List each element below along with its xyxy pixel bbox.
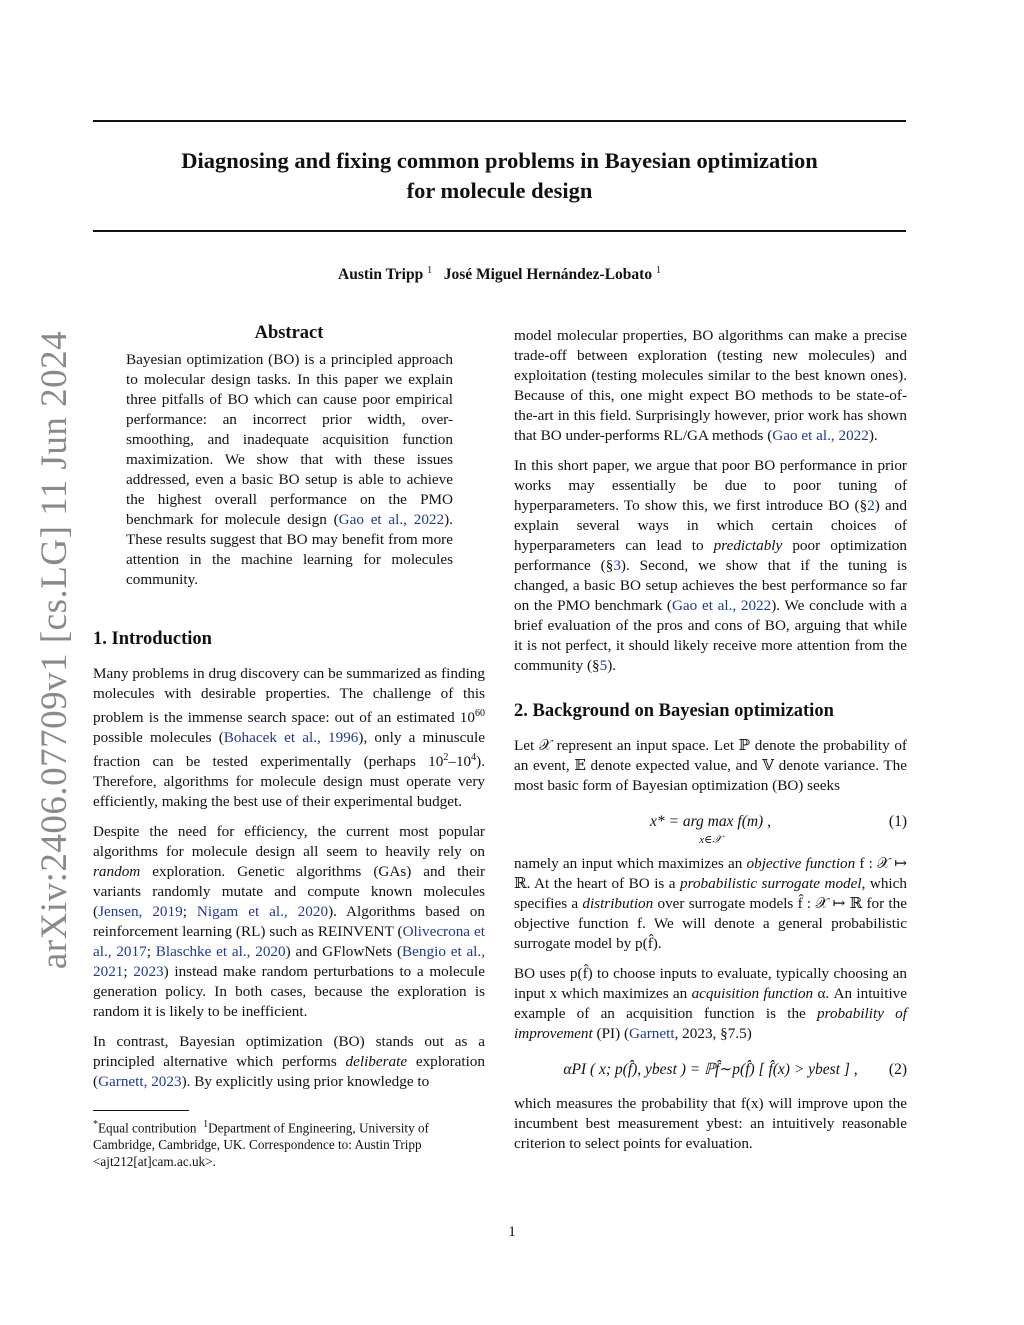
author-name: José Miguel Hernández-Lobato xyxy=(443,266,653,284)
background-paragraph-3: BO uses p(f̂) to choose inputs to evaluate, typically choosing an input x which maximizes an acquisition function α. An intuitive example of an acquisition function is the probability of improvement (PI) (Garnett, 2023, §7.5) xyxy=(514,965,907,1042)
equation-1-expression: x* = arg max f(m) , x∈𝒳 xyxy=(514,812,907,850)
citation-link[interactable]: Gao et al., 2022 xyxy=(772,427,869,444)
citation-link[interactable]: Gao et al., 2022 xyxy=(671,597,772,614)
author-affiliation-mark: 1 xyxy=(655,265,661,276)
right-column xyxy=(514,326,907,1154)
page-number: 1 xyxy=(508,1224,516,1240)
background-paragraph-2: namely an input which maximizes an objective function f : 𝒳 ↦ ℝ. At the heart of BO is a probabilistic surrogate model, which specifies a distribution over surrogate models f̂ : 𝒳 ↦ ℝ for the objective function f. We will denote a general probabilistic surrogate model by p(f̂). xyxy=(514,855,907,952)
paper-title xyxy=(93,146,906,206)
equation-1-subscript: x∈𝒳 xyxy=(699,834,722,846)
equation-2-number: (2) xyxy=(888,1061,907,1078)
citation-link[interactable]: Bengio et al., 2021 xyxy=(93,943,485,981)
intro-paragraph-3: In contrast, Bayesian optimization (BO) stands out as a principled alternative which performs deliberate exploration (Garnett, 2023). By explicitly using prior knowledge to xyxy=(93,1033,485,1091)
author-list xyxy=(93,265,906,284)
background-paragraph-1: Let 𝒳 represent an input space. Let ℙ denote the probability of an event, 𝔼 denote expected value, and 𝕍 denote variance. The most basic form of Bayesian optimization (BO) seeks xyxy=(514,737,907,794)
footnote-text: *Equal contribution $^1$Department of Engineering, University of Cambridge, Cambridge, UK. Correspondence to: Austin Tripp <ajt212[at]cam.ac.uk>. xyxy=(93,1119,429,1170)
abstract-heading: Abstract xyxy=(254,323,324,343)
equation-2-expression: αPI ( x; p(f̂), ybest ) = ℙf̂∼p(f̂) [ f̂(x) > ybest ] , xyxy=(563,1061,858,1078)
background-paragraph-4: which measures the probability that f(x) will improve upon the incumbent best measurement ybest: an intuitively reasonable criterion to select points for evaluation. xyxy=(514,1095,907,1152)
title-rule-bottom xyxy=(93,230,906,232)
section-ref-link[interactable]: 5 xyxy=(599,657,608,674)
equation-2 xyxy=(514,1054,907,1084)
section-ref-link[interactable]: 3 xyxy=(613,557,621,574)
citation-link[interactable]: 2023 xyxy=(133,963,164,981)
footnote xyxy=(93,1110,485,1170)
citation-link[interactable]: Jensen, 2019 xyxy=(98,903,183,921)
title-line-2: for molecule design xyxy=(406,178,593,203)
equation-1 xyxy=(514,806,907,844)
title-rule-top xyxy=(93,120,906,122)
citation-link[interactable]: Gao et al., 2022 xyxy=(338,511,445,528)
citation-link[interactable]: Olivecrona et al., 2017 xyxy=(93,923,485,961)
citation-link[interactable]: Nigam et al., 2020 xyxy=(196,903,329,921)
author-affiliation-mark: 1 xyxy=(427,265,433,276)
intro-paragraph-4: model molecular properties, BO algorithms can make a precise trade-off between exploration (testing new molecules) and exploitation (testing molecules similar to the best known ones). Because of this, one might expect BO methods to be state-of-the-art in this field. Surprisingly however, prior work has shown that BO under-performs RL/GA methods (Gao et al., 2022). xyxy=(514,327,907,444)
citation-link[interactable]: Garnett xyxy=(629,1025,675,1042)
intro-paragraph-1: Many problems in drug discovery can be summarized as finding molecules with desirable properties. The challenge of this problem is the immense search space: out of an estimated $10^{60}$ possible molecules (Bohacek et al., 1996), only a minuscule fraction can be tested experimentally (perhaps $10^2-10^4$). Therefore, algorithms for molecule design must operate very efficiently, making the best use of their experimental budget. xyxy=(93,665,485,811)
section-heading-introduction: 1. Introduction xyxy=(93,629,212,649)
section-heading-background: 2. Background on Bayesian optimization xyxy=(514,701,834,721)
footnote-rule xyxy=(93,1110,189,1111)
title-line-1: Diagnosing and fixing common problems in Bayesian optimization xyxy=(181,148,818,173)
left-column xyxy=(93,322,485,1092)
citation-link[interactable]: Blaschke et al., 2020 xyxy=(155,943,286,961)
intro-paragraph-5: In this short paper, we argue that poor BO performance in prior works may essentially be due to poor tuning of hyperparameters. To show this, we first introduce BO (§2) and explain several ways in which certain choices of hyperparameters can lead to predictably poor optimization performance (§3). Second, we show that if the tuning is changed, a basic BO setup achieves the best performance so far on the PMO benchmark (Gao et al., 2022). We conclude with a brief evaluation of the pros and cons of BO, arguing that while it is not perfect, it should likely receive more attention from the community (§5). xyxy=(514,457,908,674)
section-ref-link[interactable]: 2 xyxy=(867,497,875,514)
author-name: Austin Tripp xyxy=(338,266,424,284)
equation-1-number: (1) xyxy=(888,813,907,830)
citation-link[interactable]: Bohacek et al., 1996 xyxy=(223,729,359,747)
intro-paragraph-2: Despite the need for efficiency, the current most popular algorithms for molecule design all seem to heavily rely on random exploration. Genetic algorithms (GAs) and their variants randomly mutate and compute known molecules (Jensen, 2019; Nigam et al., 2020). Algorithms based on reinforcement learning (RL) such as REINVENT (Olivecrona et al., 2017; Blaschke et al., 2020) and GFlowNets (Bengio et al., 2021; 2023) instead make random perturbations to a molecule generation policy. In both cases, because the exploration is random it is likely to be inefficient. xyxy=(93,823,485,1021)
arxiv-stamp: arXiv:2406.07709v1 [cs.LG] 11 Jun 2024 xyxy=(34,330,75,970)
citation-link[interactable]: Garnett, 2023 xyxy=(98,1073,182,1091)
abstract-text: Bayesian optimization (BO) is a principled approach to molecular design tasks. In this paper we explain three pitfalls of BO which can cause poor empirical performance: an incorrect prior width, over-smoothing, and inadequate acquisition function maximization. We show that with these issues addressed, even a basic BO setup is able to achieve the highest overall performance on the PMO benchmark for molecule design (Gao et al., 2022). These results suggest that BO may benefit from more attention in the machine learning for molecules community. xyxy=(126,351,453,588)
